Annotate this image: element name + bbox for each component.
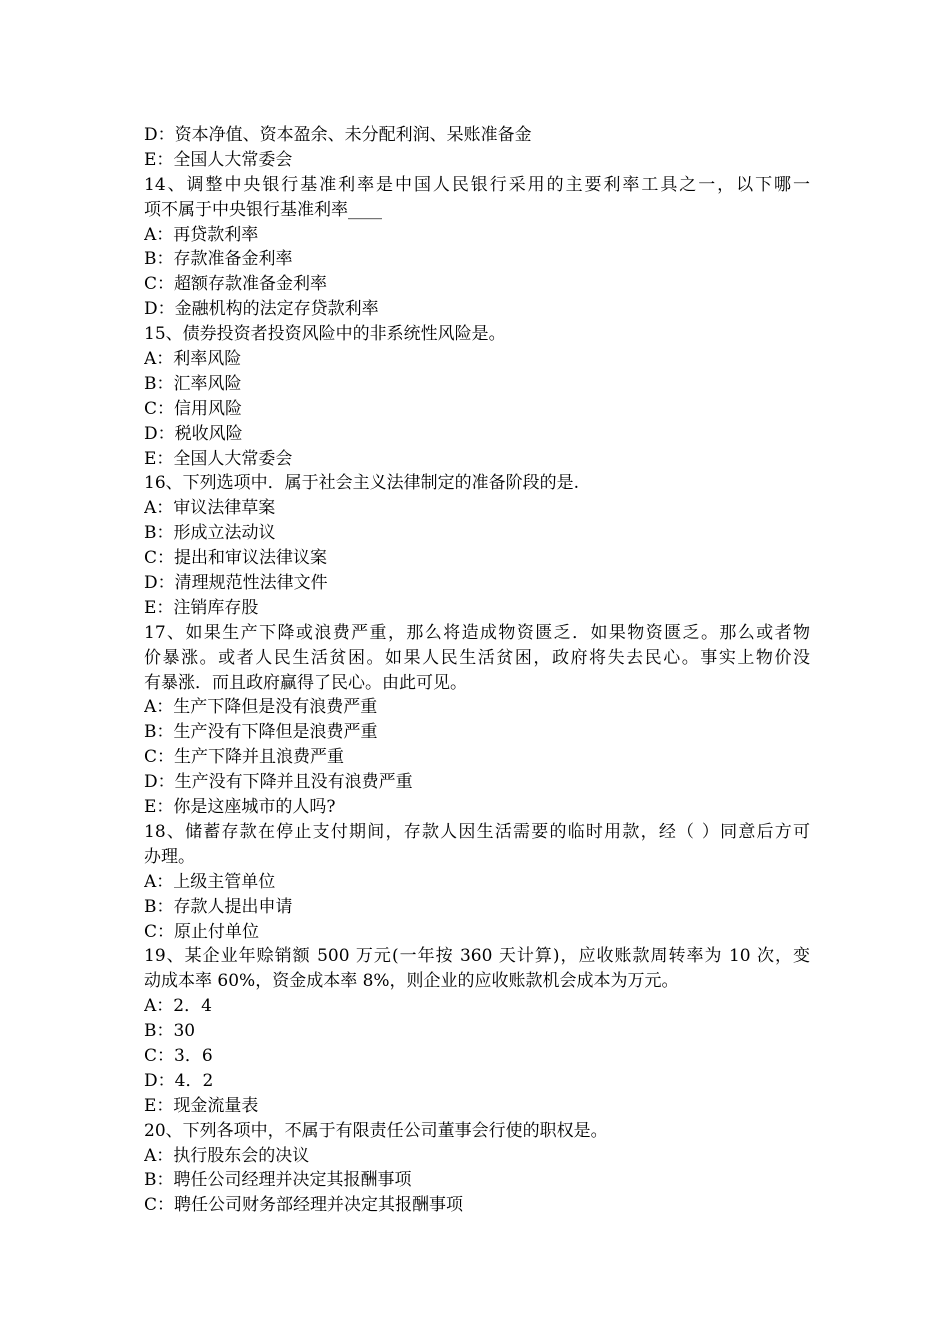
text-line: 项不属于中央银行基准利率____ bbox=[144, 199, 382, 220]
text-line: D：清理规范性法律文件 bbox=[144, 573, 328, 594]
text-line: E：注销库存股 bbox=[144, 597, 259, 618]
text-line: B：30 bbox=[144, 1021, 196, 1042]
text-line: B：存款人提出申请 bbox=[144, 896, 293, 917]
text-line: 15、债券投资者投资风险中的非系统性风险是。 bbox=[144, 324, 506, 345]
text-line: B：存款准备金利率 bbox=[144, 249, 293, 270]
text-line: 20、下列各项中，不属于有限责任公司董事会行使的职权是。 bbox=[144, 1120, 608, 1141]
document-page bbox=[144, 123, 810, 1218]
text-line: A：利率风险 bbox=[144, 349, 242, 370]
text-line: E：全国人大常委会 bbox=[144, 448, 293, 469]
text-line: B：形成立法动议 bbox=[144, 523, 276, 544]
text-line: D：税收风险 bbox=[144, 423, 243, 444]
text-line: C：原止付单位 bbox=[144, 921, 260, 942]
text-line: D：资本净值、资本盈余、未分配利润、呆账准备金 bbox=[144, 125, 532, 145]
text-line: 价暴涨。或者人民生活贫困。如果人民生活贫困，政府将失去民心。事实上物价没 bbox=[144, 647, 810, 668]
text-line: 18、储蓄存款在停止支付期间，存款人因生活需要的临时用款，经（ ）同意后方可 bbox=[144, 821, 810, 842]
text-line: 动成本率 60%，资金成本率 8%，则企业的应收账款机会成本为万元。 bbox=[144, 971, 679, 992]
text-line: C：聘任公司财务部经理并决定其报酬事项 bbox=[144, 1195, 464, 1216]
text-line: A：上级主管单位 bbox=[144, 871, 276, 892]
text-line: 17、如果生产下降或浪费严重，那么将造成物资匮乏．如果物资匮乏。那么或者物 bbox=[144, 622, 810, 643]
text-line: B：聘任公司经理并决定其报酬事项 bbox=[144, 1170, 412, 1191]
text-line: A：再贷款利率 bbox=[144, 224, 259, 245]
text-line: 办理。 bbox=[144, 846, 195, 867]
text-line: B：汇率风险 bbox=[144, 373, 242, 394]
text-line: A：生产下降但是没有浪费严重 bbox=[144, 697, 378, 718]
text-line: 有暴涨．而且政府赢得了民心。由此可见。 bbox=[144, 672, 467, 693]
text-line: C：生产下降并且浪费严重 bbox=[144, 747, 345, 768]
text-line: C：提出和审议法律议案 bbox=[144, 548, 328, 569]
text-line: D：4．2 bbox=[144, 1070, 214, 1091]
text-line: C：信用风险 bbox=[144, 398, 243, 419]
text-line: C：3．6 bbox=[144, 1045, 213, 1066]
text-line: 14、调整中央银行基准利率是中国人民银行采用的主要利率工具之一，以下哪一 bbox=[144, 174, 810, 195]
text-line: 19、某企业年赊销额 500 万元(一年按 360 天计算)，应收账款周转率为 10 次，变 bbox=[144, 946, 810, 967]
text-line: E：全国人大常委会 bbox=[144, 149, 293, 170]
text-line: D：生产没有下降并且没有浪费严重 bbox=[144, 772, 413, 793]
text-line: D：金融机构的法定存贷款利率 bbox=[144, 299, 379, 320]
text-line: A：审议法律草案 bbox=[144, 498, 276, 519]
text-line: E：现金流量表 bbox=[144, 1095, 259, 1116]
text-line: A：2．4 bbox=[144, 996, 212, 1017]
text-line: A：执行股东会的决议 bbox=[144, 1145, 310, 1166]
text-line: E：你是这座城市的人吗? bbox=[144, 797, 336, 818]
text-line: 16、下列选项中．属于社会主义法律制定的准备阶段的是. bbox=[144, 473, 580, 494]
text-line: B：生产没有下降但是浪费严重 bbox=[144, 722, 378, 743]
text-line: C：超额存款准备金利率 bbox=[144, 274, 328, 295]
